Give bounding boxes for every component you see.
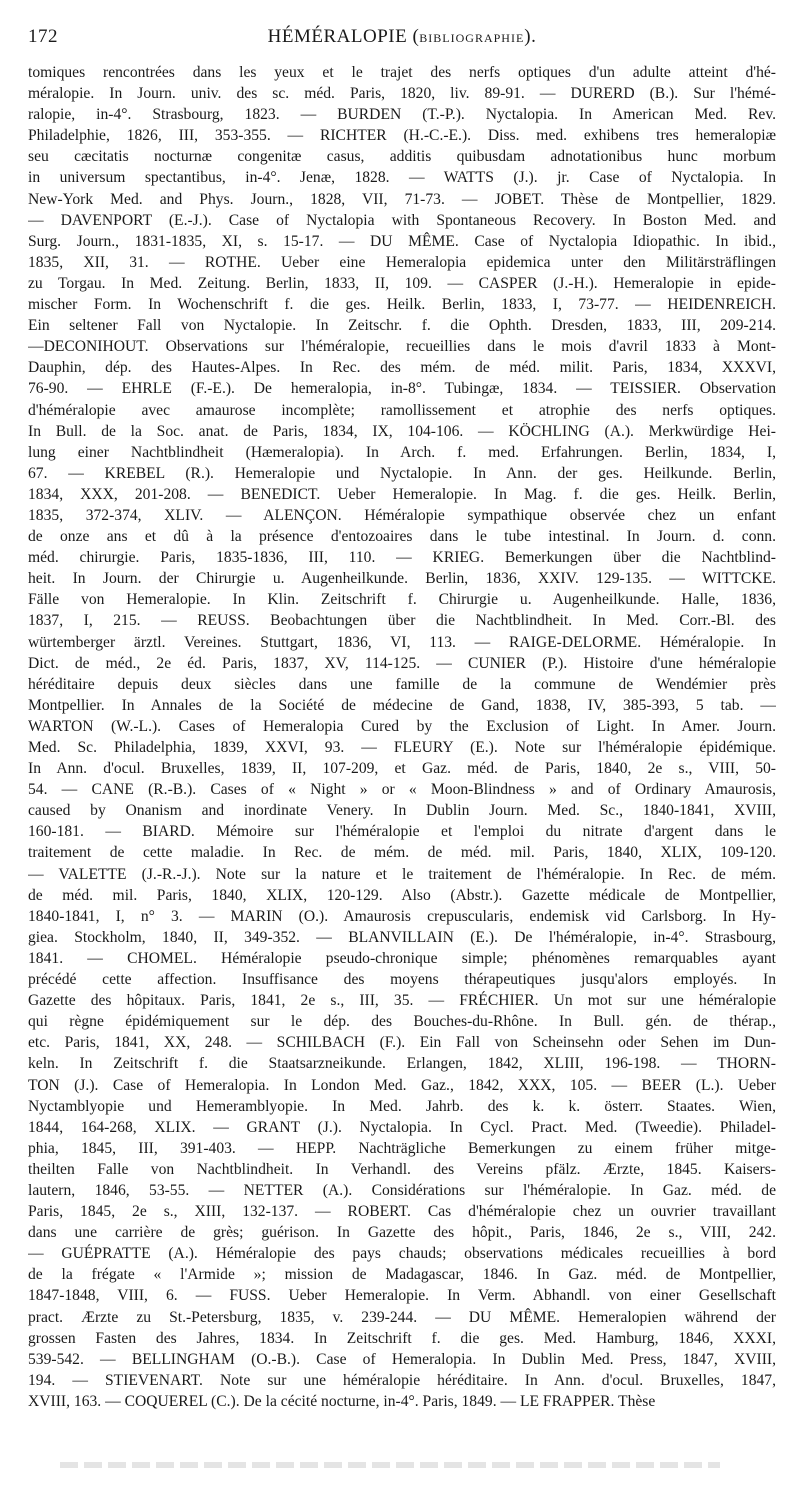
text-line: WARTON (W.-L.). Cases of Hemeralopia Cured by the Exclusion of Light. In Amer. Journ. [28, 717, 776, 735]
running-title-end: ). [524, 26, 537, 47]
text-line: grossen Fasten des Jahres, 1834. In Zeitschrift f. die ges. Med. Hamburg, 1846, XXXI, [28, 1329, 776, 1347]
text-line: Paris, 1845, 2e s., XIII, 132-137. — ROBERT. Cas d'héméralopie chez un ouvrier travaillant [28, 1203, 776, 1221]
text-line: etc. Paris, 1841, XX, 248. — SCHILBACH (F.). Ein Fall von Scheinsehn oder Sehen im Dun- [28, 1034, 776, 1052]
text-line: 54. — CANE (R.-B.). Cases of « Night » or « Moon-Blindness » and of Ordinary Amaurosis, [28, 781, 776, 799]
text-line: Med. Sc. Philadelphia, 1839, XXVI, 93. — FLEURY (E.). Note sur l'héméralopie épidémique. [28, 739, 776, 756]
text-line: lung einer Nachtblindheit (Hæmeralopia). In Arch. f. med. Erfahrungen. Berlin, 1834, I, [28, 443, 776, 461]
text-line: giea. Stockholm, 1840, II, 349-352. — BLANVILLAIN (E.). De l'héméralopie, in-4°. Strasbourg, [28, 928, 776, 946]
text-line: Nyctamblyopie und Hemeramblyopie. In Med. Jahrb. des k. k. österr. Staates. Wien, [28, 1097, 776, 1115]
text-line: Dauphin, dép. des Hautes-Alpes. In Rec. des mém. de méd. milit. Paris, 1834, XXXVI, [28, 359, 776, 377]
text-line: New-York Med. and Phys. Journ., 1828, VII, 71-73. — JOBET. Thèse de Montpellier, 1829. [28, 190, 776, 208]
text-line: 1835, 372-374, XLIV. — ALENÇON. Héméralopie sympathique observée chez un enfant [28, 506, 776, 524]
text-line: méd. chirurgie. Paris, 1835-1836, III, 110. — KRIEG. Bemerkungen über die Nachtblind- [28, 549, 776, 567]
text-line: Ein seltener Fall von Nyctalopie. In Zeitschr. f. die Ophth. Dresden, 1833, III, 209-214. [28, 317, 776, 335]
text-line: 1835, XII, 31. — ROTHE. Ueber eine Hemeralopia epidemica unter den Militärsträflingen [28, 253, 776, 271]
running-title-main: HÉMÉRALOPIE ( [267, 26, 420, 47]
document-page [28, 22, 776, 1412]
text-line: mischer Form. In Wochenschrift f. die ges. Heilk. Berlin, 1833, I, 73-77. — HEIDENREICH. [28, 296, 776, 314]
page-number: 172 [28, 26, 58, 47]
text-line: 67. — KREBEL (R.). Hemeralopie und Nyctalopie. In Ann. der ges. Heilkunde. Berlin, [28, 464, 776, 482]
text-line: Dict. de méd., 2e éd. Paris, 1837, XV, 114-125. — CUNIER (P.). Histoire d'une héméralopie [28, 654, 776, 672]
text-line: seu cæcitatis nocturnæ congenitæ casus, additis quibusdam adnotationibus hunc morbum [28, 148, 776, 166]
text-line: de onze ans et dû à la présence d'entozoaires dans le tube intestinal. In Journ. d. conn. [28, 528, 776, 546]
running-title-small: BIBLIOGRAPHIE [419, 31, 525, 45]
text-line: 194. — STIEVENART. Note sur une héméralopie héréditaire. In Ann. d'ocul. Bruxelles, 1847, [28, 1371, 776, 1389]
text-line: dans une carrière de grès; guérison. In Gazette des hôpit., Paris, 1846, 2e s., VIII, 242. [28, 1224, 776, 1242]
text-line: zu Torgau. In Med. Zeitung. Berlin, 1833, II, 109. — CASPER (J.-H.). Hemeralopie in epide- [28, 274, 776, 292]
text-line: 1840-1841, I, n° 3. — MARIN (O.). Amaurosis crepuscularis, endemisk vid Carlsborg. In Hy- [28, 907, 776, 925]
text-line: heit. In Journ. der Chirurgie u. Augenheilkunde. Berlin, 1836, XXIV. 129-135. — WITTCKE. [28, 570, 776, 588]
text-line: d'héméralopie avec amaurose incomplète; ramollissement et atrophie des nerfs optiques. [28, 401, 776, 419]
text-line: — VALETTE (J.-R.-J.). Note sur la nature et le traitement de l'héméralopie. In Rec. de mém. [28, 865, 776, 883]
text-line: de méd. mil. Paris, 1840, XLIX, 120-129. Also (Abstr.). Gazette médicale de Montpellier, [28, 886, 776, 904]
text-line: 1841. — CHOMEL. Héméralopie pseudo-chronique simple; phénomènes remarquables ayant [28, 949, 776, 967]
text-line: 76-90. — EHRLE (F.-E.). De hemeralopia, in-8°. Tubingæ, 1834. — TEISSIER. Observation [28, 380, 776, 398]
text-line: Fälle von Hemeralopie. In Klin. Zeitschrift f. Chirurgie u. Augenheilkunde. Halle, 1836, [28, 591, 776, 609]
text-line: héréditaire depuis deux siècles dans une famille de la commune de Wendémier près [28, 675, 776, 693]
text-line: 1847-1848, VIII, 6. — FUSS. Ueber Hemeralopie. In Verm. Abhandl. von einer Gesellschaft [28, 1287, 776, 1305]
page-header [28, 22, 776, 52]
text-line: würtemberger ärztl. Vereines. Stuttgart, 1836, VI, 113. — RAIGE-DELORME. Héméralopie. In [28, 633, 776, 651]
text-line: — GUÉPRATTE (A.). Héméralopie des pays chauds; observations médicales recueillies à bord [28, 1245, 776, 1263]
text-line: 1844, 164-268, XLIX. — GRANT (J.). Nyctalopia. In Cycl. Pract. Med. (Tweedie). Philadel- [28, 1118, 776, 1136]
text-line: phia, 1845, III, 391-403. — HEPP. Nachträgliche Bemerkungen zu einem früher mitge- [28, 1139, 776, 1157]
text-line: lautern, 1846, 53-55. — NETTER (A.). Considérations sur l'héméralopie. In Gaz. méd. de [28, 1181, 776, 1199]
text-line: de la frégate « l'Armide »; mission de Madagascar, 1846. In Gaz. méd. de Montpellier, [28, 1266, 776, 1284]
text-line: 539-542. — BELLINGHAM (O.-B.). Case of Hemeralopia. In Dublin Med. Press, 1847, XVIII, [28, 1350, 776, 1368]
text-line: 1837, I, 215. — REUSS. Beobachtungen über die Nachtblindheit. In Med. Corr.-Bl. des [28, 612, 776, 630]
text-line: keln. In Zeitschrift f. die Staatsarzneikunde. Erlangen, 1842, XLIII, 196-198. — THORN- [28, 1055, 776, 1073]
text-line: XVIII, 163. — COQUEREL (C.). De la cécité nocturne, in-4°. Paris, 1849. — LE FRAPPER. Thèse [28, 1392, 656, 1410]
text-line: in universum spectantibus, in-4°. Jenæ, 1828. — WATTS (J.). jr. Case of Nyctalopia. In [28, 169, 776, 187]
text-line: méralopie. In Journ. univ. des sc. méd. Paris, 1820, liv. 89-91. — DURERD (B.). Sur l'hémé- [28, 85, 776, 103]
text-line: In Ann. d'ocul. Bruxelles, 1839, II, 107-209, et Gaz. méd. de Paris, 1840, 2e s., VIII, 50- [28, 760, 776, 778]
text-line: Philadelphie, 1826, III, 353-355. — RICHTER (H.-C.-E.). Diss. med. exhibens tres hemeralopiæ [28, 127, 776, 145]
bibliography-text [28, 62, 776, 1412]
text-line: —DECONIHOUT. Observations sur l'héméralopie, recueillies dans le mois d'avril 1833 à Mont- [28, 338, 776, 356]
text-line: ralopie, in-4°. Strasbourg, 1823. — BURDEN (T.-P.). Nyctalopia. In American Med. Rev. [28, 106, 776, 124]
text-line: caused by Onanism and inordinate Venery. In Dublin Journ. Med. Sc., 1840-1841, XVIII, [28, 802, 776, 820]
text-line: Montpellier. In Annales de la Société de médecine de Gand, 1838, IV, 385-393, 5 tab. — [28, 696, 776, 714]
bleed-through-text [60, 1462, 720, 1468]
text-line: qui règne épidémiquement sur le dép. des Bouches-du-Rhône. In Bull. gén. de thérap., [28, 1013, 776, 1031]
text-line: 160-181. — BIARD. Mémoire sur l'héméralopie et l'emploi du nitrate d'argent dans le [28, 823, 776, 841]
text-line: TON (J.). Case of Hemeralopia. In London Med. Gaz., 1842, XXX, 105. — BEER (L.). Ueber [28, 1076, 776, 1094]
text-line: pract. Ærzte zu St.-Petersburg, 1835, v. 239-244. — DU MÊME. Hemeralopien während der [28, 1308, 776, 1326]
text-line: précédé cette affection. Insuffisance des moyens thérapeutiques jusqu'alors employés. In [28, 971, 776, 989]
text-line: — DAVENPORT (E.-J.). Case of Nyctalopia with Spontaneous Recovery. In Boston Med. and [28, 211, 776, 229]
text-line: traitement de cette maladie. In Rec. de mém. de méd. mil. Paris, 1840, XLIX, 109-120. [28, 844, 776, 862]
text-line: tomiques rencontrées dans les yeux et le trajet des nerfs optiques d'un adulte atteint d'hé- [28, 64, 776, 81]
running-title [28, 26, 776, 48]
text-line: Surg. Journ., 1831-1835, XI, s. 15-17. — DU MÊME. Case of Nyctalopia Idiopathic. In ibid., [28, 232, 776, 250]
text-line: 1834, XXX, 201-208. — BENEDICT. Ueber Hemeralopie. In Mag. f. die ges. Heilk. Berlin, [28, 485, 776, 503]
text-line: In Bull. de la Soc. anat. de Paris, 1834, IX, 104-106. — KÖCHLING (A.). Merkwürdige Hei- [28, 422, 776, 440]
text-line: theilten Falle von Nachtblindheit. In Verhandl. des Vereins pfälz. Ærzte, 1845. Kaisers- [28, 1160, 776, 1178]
text-line: Gazette des hôpitaux. Paris, 1841, 2e s., III, 35. — FRÉCHIER. Un mot sur une héméralopie [28, 992, 776, 1010]
